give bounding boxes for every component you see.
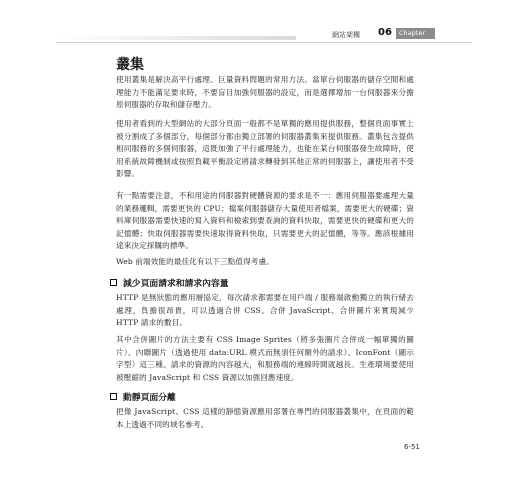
header-gradient — [56, 36, 296, 40]
checkbox-bullet-icon — [110, 393, 117, 400]
header-chapter-tab: Chapter — [396, 28, 435, 39]
section-heading-static-separation — [110, 390, 176, 403]
paragraph-sprites: 其中合併圖片的方法主要有 CSS Image Sprites（將多張圖片合併成一幅單獨的圖片）、內聯圖片（透過使用 data:URL 模式而無須任何額外的請求）、IconFont（圖示字型）這三種。請求的資源的內容越大，和服務端的連線時間就越長。生產環境要使用被壓縮的 JavaScript 和 CSS 資源以加強回應速度。 — [116, 335, 414, 382]
paragraph-http: HTTP 是無狀態的應用層協定，每次請求都需要在用戶端 / 服務端啟動獨立的執行緒去處理，負擔很昂貴，可以透過合併 CSS、合併 JavaScript、合併圖片來實現減少 HTTP 請求的數目。 — [116, 293, 414, 328]
paragraph-static-resources: 把像 JavaScript、CSS 這樣的靜態資源應用部署在專門的伺服器叢集中，在頁面的範本上透過不同的域名參考。 — [116, 407, 414, 429]
section-heading-text: 減少頁面請求和請求內容量 — [123, 279, 229, 289]
section-heading-reduce-requests — [110, 276, 229, 289]
checkbox-bullet-icon — [110, 279, 117, 286]
paragraph-intro: 使用叢集是解決高平行處理、巨量資料問題的常用方法。當單台伺服器的儲存空間和處理能力不能滿足要求時，不要盲目加強伺服器的設定，而是選擇增加一台伺服器來分擔原伺服器的存取和儲存壓力。 — [116, 75, 414, 110]
section-heading-text: 動靜頁面分離 — [123, 393, 176, 403]
paragraph-web-frontend: Web 前端效能的最佳化有以下三點值得考慮。 — [116, 257, 274, 266]
page-title: 叢集 — [116, 57, 144, 73]
page-number: 6-51 — [404, 443, 420, 451]
paragraph-cluster-detail: 使用者看到的大型網站的大部分頁面一般都不是單獨的應用提供服務，整個頁面事實上被分割成了多個部分，每個部分都由獨立部署的伺服器叢集來提供服務。叢集包含提供相同服務的多個伺服器，這既加強了平行處理能力，也能在某台伺服器發生故障時，使用系統故障機制或按照負載平衡設定將請求轉發到其他正常的伺服器上，讓使用者不受影響。 — [116, 119, 414, 179]
header-chapter-number: 06 — [378, 27, 392, 38]
header-section-title: 網站架構 — [332, 31, 360, 39]
paragraph-hardware: 有一點需要注意，不和用途的伺服器對硬體資源的要求是不一：應用伺服器要處理大量的業務邏輯，需要更快的 CPU；檔案伺服器儲存大量使用者檔案，需要更大的硬碟；資料庫伺服器需要快速的寫入資料和檢索到要查詢的資料快取，需要更快的硬碟和更大的記憶體；快取伺服器需要快速取得資料快取，只需要更大的記憶體，等等。應該根據用途來決定採購的標準。 — [116, 191, 414, 251]
